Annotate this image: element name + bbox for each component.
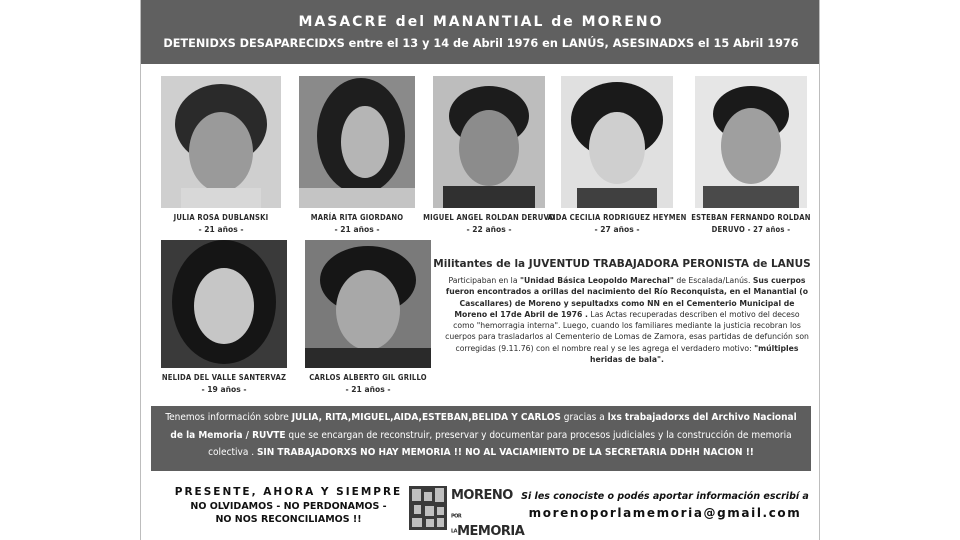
person-card (691, 76, 811, 236)
logo-mosaic-icon (409, 486, 447, 530)
person-age: - 21 años - (198, 225, 244, 234)
poster (140, 0, 820, 540)
person-card (423, 76, 555, 236)
portrait-photo (561, 76, 673, 208)
portrait-photo (433, 76, 545, 208)
portrait-photo (161, 240, 287, 368)
militantes-section (433, 258, 811, 365)
person-name: CARLOS ALBERTO GIL GRILLO (309, 373, 427, 382)
page-title: MASACRE del MANANTIAL de MORENO (298, 14, 664, 30)
logo-text: POR LAMEMORIA (451, 513, 525, 539)
person-name: JULIA ROSA DUBLANSKI (173, 213, 269, 222)
person-card (547, 76, 687, 236)
contact-email-link[interactable]: morenoporlamemoria@gmail.com (528, 506, 802, 520)
person-age: - 22 años - (466, 225, 512, 234)
person-age: - 27 años - (594, 225, 640, 234)
portrait-photo (299, 76, 415, 208)
header-banner (141, 0, 820, 64)
person-card (161, 76, 281, 236)
contact-prompt: Si les conociste o podés aportar información escribí a (521, 491, 809, 502)
section-body: Participaban en la "Unidad Básica Leopoldo Marechal" de Escalada/Lanús. Sus cuerpos fueron encontrados a orillas del nacimiento del Río Reconquista, en el Manantial (o Cascallares) de Moreno y sepultadxs como NN en el Cementerio Municipal de Moreno el 17de Abril de 1976 . Las Actas recuperadas describen el motivo del deceso como "hemorragia interna". Luego, cuando los familiares mediante la justicia recobran los cuerpos para trasladarlos al Cementerio de Lomas de Zamora, esas partidas de defunción son corregidas (9.11.76) con el nombre real y se les agrega el verdadero motivo: "múltiples heridas de bala". (445, 276, 809, 365)
person-age: - 21 años - (334, 225, 380, 234)
person-name: MARÍA RITA GIORDANO (310, 213, 404, 222)
slogan-block (151, 486, 426, 525)
person-age: - 21 años - (345, 385, 391, 394)
slogan-line: NO OLVIDAMOS - NO PERDONAMOS - (190, 501, 387, 512)
person-card (299, 76, 415, 236)
person-name: NELIDA DEL VALLE SANTERVAZ (161, 373, 287, 382)
portrait-photo (305, 240, 431, 368)
person-name-continued: DERUVO - 27 años - (711, 225, 791, 234)
portrait-photo (695, 76, 807, 208)
person-name: MIGUEL ANGEL ROLDAN DERUVO (423, 213, 555, 222)
page-subtitle: DETENIDXS DESAPARECIDXS entre el 13 y 14 de Abril 1976 en LANÚS, ASESINADXS el 15 Abril 1976 (163, 37, 799, 50)
person-card (305, 240, 431, 398)
contact-block (515, 491, 815, 520)
moreno-por-la-memoria-logo (409, 486, 525, 539)
person-age: - 19 años - (201, 385, 247, 394)
person-name: ESTEBAN FERNANDO ROLDAN (691, 213, 811, 222)
slogan-line: PRESENTE, AHORA Y SIEMPRE (174, 486, 403, 498)
person-name: AIDA CECILIA RODRIGUEZ HEYMEN (547, 213, 687, 222)
slogan-line: NO NOS RECONCILIAMOS !! (215, 514, 362, 525)
person-card (161, 240, 287, 398)
info-banner: Tenemos información sobre JULIA, RITA,MIGUEL,AIDA,ESTEBAN,BELIDA Y CARLOS gracias a lxs trabajadorxs del Archivo Nacional de la Memoria / RUVTE que se encargan de reconstruir, preservar y documentar para procesos judiciales y la construcción de memoria colectiva . SIN TRABAJADORXS NO HAY MEMORIA !! NO AL VACIAMIENTO DE LA SECRETARIA DDHH NACION !! (151, 406, 811, 471)
logo-text: MORENO (451, 488, 513, 503)
section-title: Militantes de la JUVENTUD TRABAJADORA PERONISTA de LANUS (433, 258, 811, 270)
portrait-photo (161, 76, 281, 208)
